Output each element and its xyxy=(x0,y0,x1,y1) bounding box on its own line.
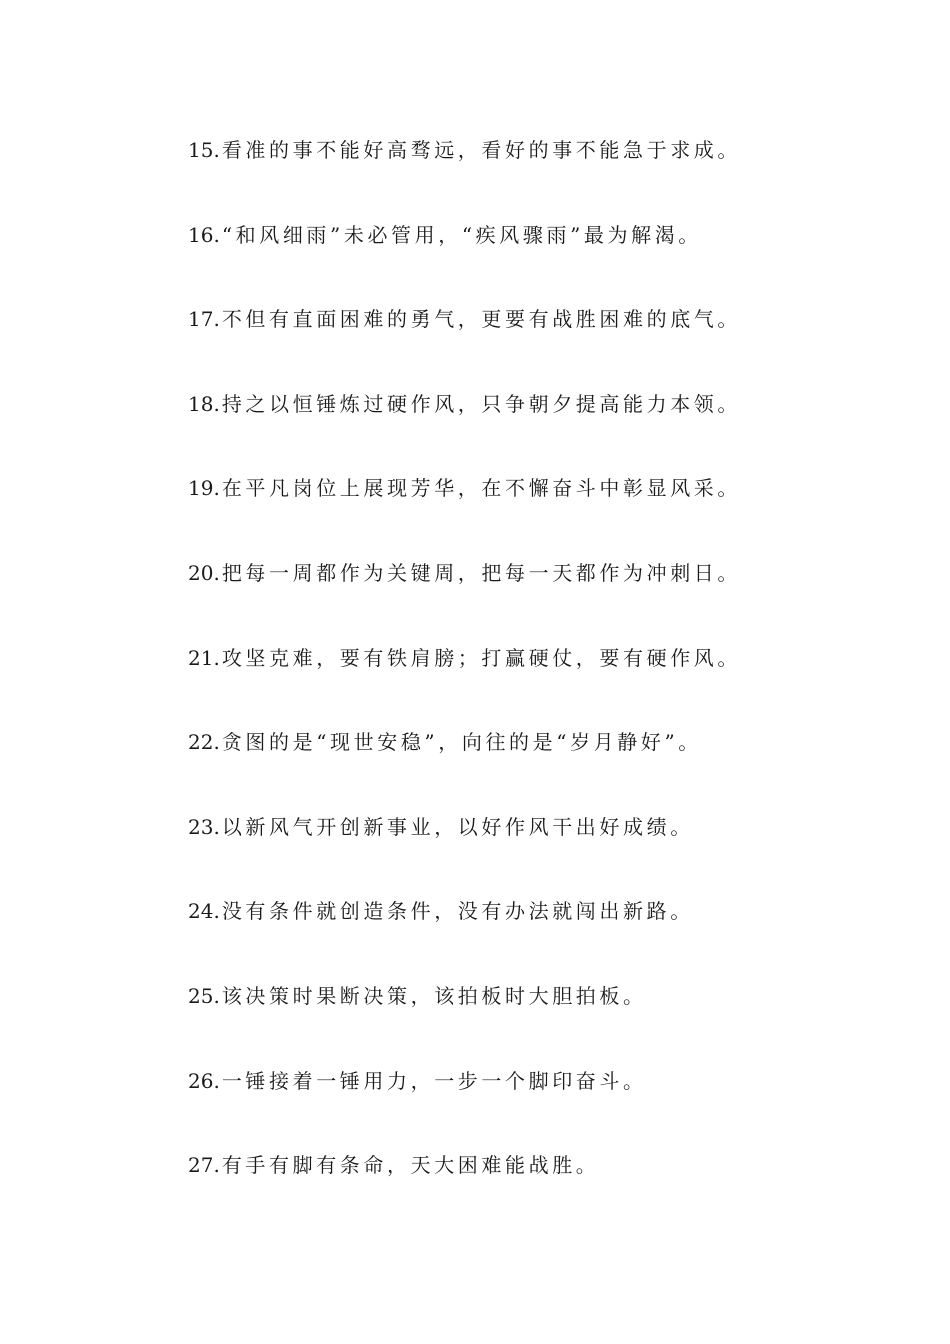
item-number: 15 xyxy=(188,138,214,162)
item-text: 不但有直面困难的勇气，更要有战胜困难的底气。 xyxy=(221,307,742,332)
item-text: 以新风气开创新事业，以好作风干出好成绩。 xyxy=(221,814,694,839)
list-item: 17 . 不但有直面困难的勇气，更要有战胜困难的底气。 xyxy=(188,303,888,388)
item-number: 17 xyxy=(188,307,214,332)
item-number: 27 xyxy=(188,1153,214,1178)
item-text: 持之以恒锤炼过硬作风，只争朝夕提高能力本领。 xyxy=(221,391,742,416)
item-text: 该决策时果断决策，该拍板时大胆拍板。 xyxy=(221,983,647,1008)
item-number: 19 xyxy=(188,476,214,501)
list-item: 15 . 看准的事不能好高骛远，看好的事不能急于求成。 xyxy=(188,134,888,219)
item-number: 25 xyxy=(188,983,214,1008)
item-number: 24 xyxy=(188,899,214,924)
list-item: 23 . 以新风气开创新事业，以好作风干出好成绩。 xyxy=(188,811,888,896)
list-item: 19 . 在平凡岗位上展现芳华，在不懈奋斗中彰显风采。 xyxy=(188,472,888,557)
item-text: 在平凡岗位上展现芳华，在不懈奋斗中彰显风采。 xyxy=(221,476,742,501)
list-item: 16 . “和风细雨”未必管用，“疾风骤雨”最为解渴。 xyxy=(188,219,888,304)
list-item: 24 . 没有条件就创造条件，没有办法就闯出新路。 xyxy=(188,895,888,980)
item-text: 看准的事不能好高骛远，看好的事不能急于求成。 xyxy=(221,138,742,162)
item-text: 有手有脚有条命，天大困难能战胜。 xyxy=(221,1153,600,1178)
item-text: 贪图的是“现世安稳”，向往的是“岁月静好”。 xyxy=(221,730,702,755)
item-number: 26 xyxy=(188,1068,214,1093)
item-number: 18 xyxy=(188,391,214,416)
list-item: 20 . 把每一周都作为关键周，把每一天都作为冲刺日。 xyxy=(188,557,888,642)
item-number: 23 xyxy=(188,814,214,839)
item-number: 21 xyxy=(188,645,214,670)
list-item: 18 . 持之以恒锤炼过硬作风，只争朝夕提高能力本领。 xyxy=(188,388,888,473)
item-text: 没有条件就创造条件，没有办法就闯出新路。 xyxy=(221,899,694,924)
item-number: 22 xyxy=(188,730,214,755)
item-text: 攻坚克难，要有铁肩膀；打赢硬仗，要有硬作风。 xyxy=(221,645,742,670)
item-text: 把每一周都作为关键周，把每一天都作为冲刺日。 xyxy=(221,560,742,585)
quote-list xyxy=(188,134,888,1234)
list-item: 22 . 贪图的是“现世安稳”，向往的是“岁月静好”。 xyxy=(188,726,888,811)
list-item: 21 . 攻坚克难，要有铁肩膀；打赢硬仗，要有硬作风。 xyxy=(188,642,888,727)
item-number: 20 xyxy=(188,560,214,585)
list-item: 27 . 有手有脚有条命，天大困难能战胜。 xyxy=(188,1149,888,1234)
list-item: 26 . 一锤接着一锤用力，一步一个脚印奋斗。 xyxy=(188,1065,888,1150)
item-number: 16 xyxy=(188,222,214,247)
list-item: 25 . 该决策时果断决策，该拍板时大胆拍板。 xyxy=(188,980,888,1065)
item-text: “和风细雨”未必管用，“疾风骤雨”最为解渴。 xyxy=(221,222,702,247)
item-text: 一锤接着一锤用力，一步一个脚印奋斗。 xyxy=(221,1068,647,1093)
